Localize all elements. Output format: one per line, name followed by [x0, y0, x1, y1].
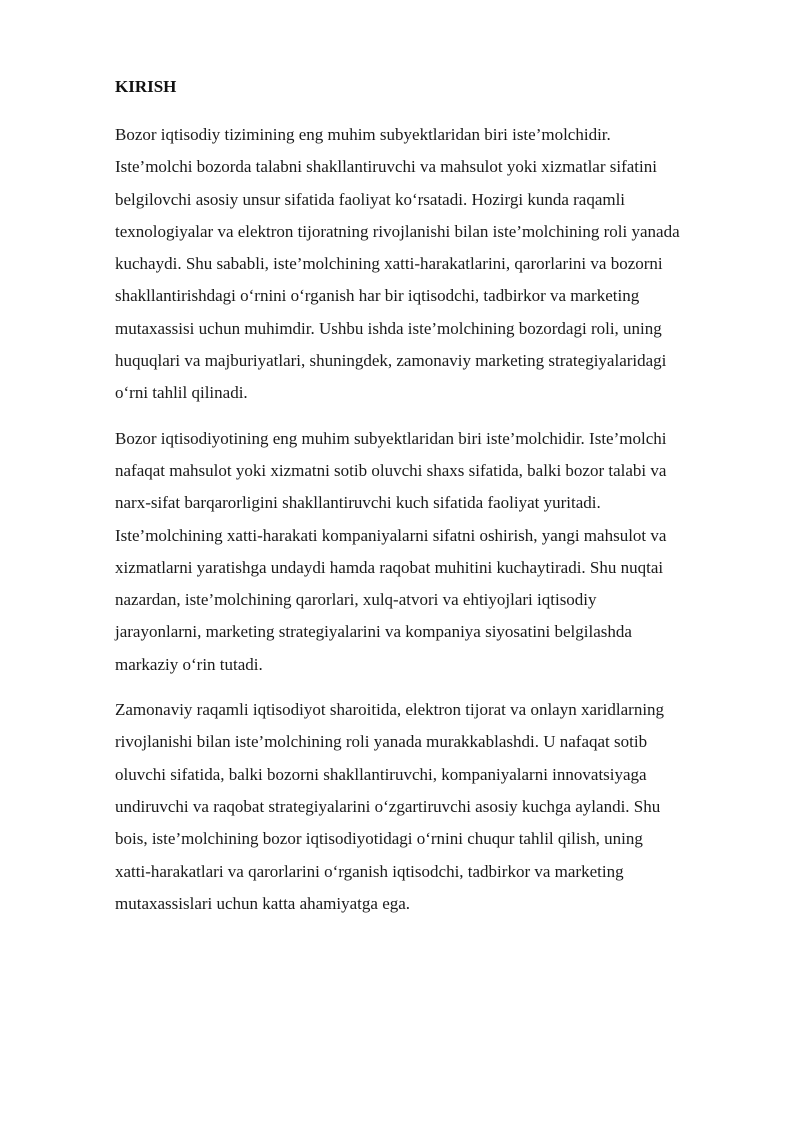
paragraph-line: Bozor iqtisodiy tizimining eng muhim subyektlaridan biri iste’molchidir. [115, 125, 611, 144]
paragraph-3 [115, 694, 741, 920]
paragraph-line: undiruvchi va raqobat strategiyalarini o‘zgartiruvchi asosiy kuchga aylandi. Shu [115, 796, 661, 816]
paragraph-line: jarayonlarni, marketing strategiyalarini va kompaniya siyosatini belgilashda [115, 622, 632, 642]
paragraph-line: xizmatlarni yaratishga undaydi hamda raqobat muhitini kuchaytiradi. Shu nuqtai [115, 557, 664, 577]
paragraph-line: texnologiyalar va elektron tijoratning rivojlanishi bilan iste’molchining roli yanada [115, 221, 680, 241]
paragraph-2 [115, 423, 741, 681]
paragraph-line: markaziy o‘rin tutadi. [115, 654, 263, 674]
paragraph-line: nafaqat mahsulot yoki xizmatni sotib oluvchi shaxs sifatida, balki bozor talabi va [115, 460, 667, 480]
paragraph-line: Iste’molchining xatti-harakati kompaniyalarni sifatni oshirish, yangi mahsulot va [115, 525, 667, 545]
paragraph-line: kuchaydi. Shu sababli, iste’molchining xatti-harakatlarini, qarorlarini va bozorni [115, 254, 663, 274]
paragraph-line: o‘rni tahlil qilinadi. [115, 383, 248, 403]
paragraph-line: xatti-harakatlari va qarorlarini o‘rganish iqtisodchi, tadbirkor va marketing [115, 861, 624, 881]
paragraph-line: nazardan, iste’molchining qarorlari, xulq-atvori va ehtiyojlari iqtisodiy [115, 590, 597, 610]
paragraph-line: mutaxassisi uchun muhimdir. Ushbu ishda iste’molchining bozordagi roli, uning [115, 318, 662, 338]
document-body [115, 74, 741, 933]
section-heading: KIRISH [115, 77, 177, 96]
paragraph-line: narx-sifat barqarorligini shakllantiruvchi kuch sifatida faoliyat yuritadi. [115, 493, 601, 513]
paragraph-line: huquqlari va majburiyatlari, shuningdek, zamonaviy marketing strategiyalaridagi [115, 351, 667, 371]
paragraph-line: oluvchi sifatida, balki bozorni shakllantiruvchi, kompaniyalarni innovatsiyaga [115, 764, 647, 784]
paragraph-line: belgilovchi asosiy unsur sifatida faoliyat ko‘rsatadi. Hozirgi kunda raqamli [115, 189, 626, 209]
paragraph-line: rivojlanishi bilan iste’molchining roli yanada murakkablashdi. U nafaqat sotib [115, 732, 648, 752]
paragraph-1 [115, 119, 741, 410]
paragraph-line: Zamonaviy raqamli iqtisodiyot sharoitida, elektron tijorat va onlayn xaridlarning [115, 700, 665, 720]
paragraph-line: mutaxassislari uchun katta ahamiyatga ega. [115, 893, 411, 913]
paragraph-line: Iste’molchi bozorda talabni shakllantiruvchi va mahsulot yoki xizmatlar sifatini [115, 157, 657, 177]
paragraph-line: shakllantirishdagi o‘rnini o‘rganish har bir iqtisodchi, tadbirkor va marketing [115, 286, 640, 306]
paragraph-line: Bozor iqtisodiyotining eng muhim subyektlaridan biri iste’molchidir. Iste’molchi [115, 428, 667, 448]
paragraph-line: bois, iste’molchining bozor iqtisodiyotidagi o‘rnini chuqur tahlil qilish, uning [115, 829, 643, 849]
